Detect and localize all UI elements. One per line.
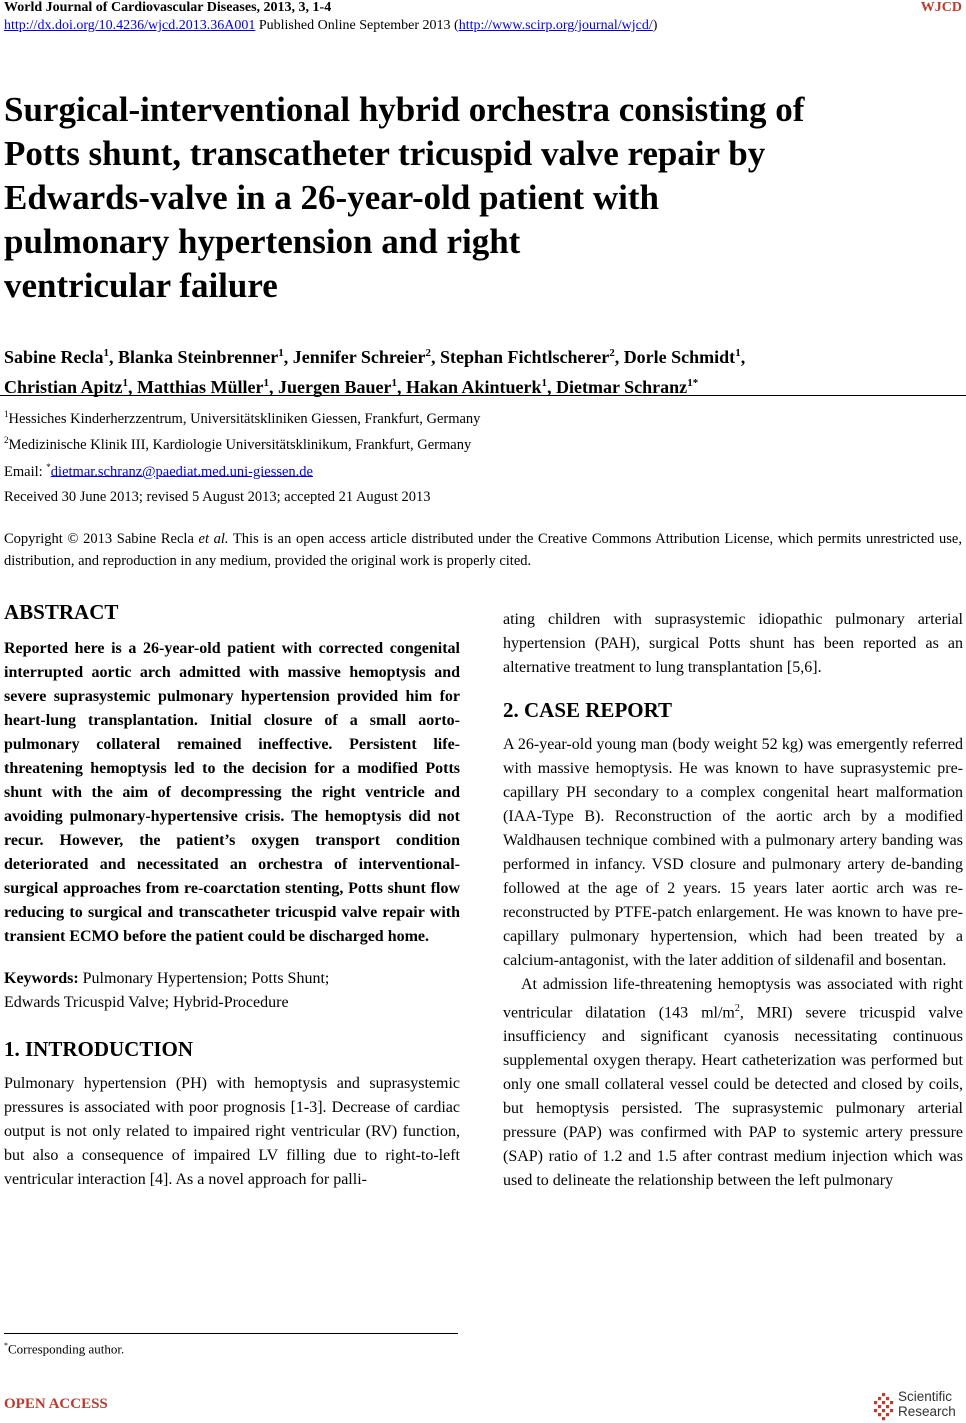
footnote: [4, 1341, 124, 1357]
author-sup: 1: [263, 377, 269, 389]
author-sep: ,: [547, 377, 557, 397]
doi-link[interactable]: http://dx.doi.org/10.4236/wjcd.2013.36A001: [4, 18, 256, 33]
introduction-continued: ating children with suprasystemic idiopathic pulmonary arterial hypertension (PAH), surgical Potts shunt has been reported as an alternative treatment to lung transplantation [5,6].: [503, 611, 963, 676]
author-name: Sabine Recla: [4, 347, 104, 367]
logo-dot: [890, 1409, 893, 1412]
copyright-pre: Copyright © 2013 Sabine Recla: [4, 531, 199, 547]
author-sep: ,: [431, 347, 441, 367]
title-line: ventricular failure: [4, 266, 278, 305]
affiliations: [4, 404, 480, 483]
logo-dot: [886, 1413, 889, 1416]
email-sup: *: [46, 461, 51, 472]
author-sep: ,: [396, 377, 406, 397]
author-name: Christian Apitz: [4, 377, 123, 397]
abstract-heading: ABSTRACT: [4, 600, 119, 624]
published-text: Published Online September 2013 (: [255, 18, 459, 33]
logo-text: [898, 1389, 956, 1419]
author-list: [4, 340, 954, 400]
email-link[interactable]: dietmar.schranz@paediat.med.uni-giessen.de: [50, 463, 313, 480]
email-line: [4, 457, 480, 483]
left-column: [4, 600, 460, 1192]
footnote-text: Corresponding author.: [8, 1341, 125, 1357]
journal-citation: World Journal of Cardiovascular Diseases, 2013, 3, 1-4: [4, 0, 332, 15]
logo-dot: [874, 1401, 877, 1404]
logo-dot: [878, 1397, 881, 1400]
author-sup: 1: [391, 377, 397, 389]
copyright-notice: [4, 529, 962, 572]
introduction-text: Pulmonary hypertension (PH) with hemoptysis and suprasystemic pressures is associated with poor prognosis [1-3]. Decrease of cardiac output is not only related to impaired right ventricular (RV) function, but also a consequence of impaired LV filling due to right-to-left ventricular interaction [4]. As a novel approach for palli-: [4, 1075, 460, 1188]
case-p2-sup: 2: [734, 1003, 740, 1014]
journal-abbrev: WJCD: [920, 0, 962, 15]
author-sup: 1*: [687, 377, 699, 389]
introduction-heading: 1. INTRODUCTION: [4, 1037, 194, 1061]
author-name: Matthias Müller: [137, 377, 264, 397]
title-line: pulmonary hypertension and right: [4, 222, 521, 261]
logo-line-2: Research: [898, 1404, 956, 1419]
keywords-line-1: Pulmonary Hypertension; Potts Shunt;: [78, 970, 330, 987]
logo-dot: [882, 1409, 885, 1412]
case-report-heading: 2. CASE REPORT: [503, 698, 673, 722]
author-line-1: [4, 340, 954, 370]
logo-dot: [874, 1409, 877, 1412]
case-p2-part-b: , MRI) severe tricuspid valve insufficiency and significant cyanosis necessitating continuous supplemental oxygen therapy. Heart catheterization was performed but only one small collateral vessel could be detected and closed by coils, but hemoptysis persisted. The suprasystemic pulmonary arterial pressure (PAP) was confirmed with PAP to systemic artery pressure (SAP) ratio of 1.2 and 1.5 after contrast medium injection which was used to delineate the relationship between the left pulmonary: [503, 1004, 963, 1190]
footnote-divider: [4, 1333, 458, 1334]
case-report-paragraph-2: [503, 973, 963, 1193]
author-sep: ,: [128, 377, 138, 397]
logo-line-1: Scientific: [898, 1389, 953, 1404]
affiliation-2: [4, 430, 480, 456]
copyright-post: This is an open access article distributed under the Creative Commons Attribution License, which permits unrestricted use, distribution, and reproduction in any medium, provided the original work is properly cited.: [4, 531, 962, 569]
logo-dot: [886, 1397, 889, 1400]
author-sep: ,: [283, 347, 293, 367]
logo-dot: [878, 1405, 881, 1408]
affiliation-sup: 2: [4, 435, 9, 446]
footnote-sup: *: [4, 1341, 8, 1350]
author-name: Blanka Steinbrenner: [118, 347, 279, 367]
author-sep: ,: [269, 377, 278, 397]
copyright-etal: et al.: [198, 531, 229, 547]
affiliation-1: [4, 404, 480, 430]
author-sup: 2: [425, 347, 432, 359]
logo-dot: [878, 1413, 881, 1416]
author-sep: ,: [109, 347, 119, 367]
journal-url-link[interactable]: http://www.scirp.org/journal/wjcd/: [458, 18, 653, 33]
author-name: Stephan Fichtlscherer: [440, 347, 610, 367]
abstract-text: Reported here is a 26-year-old patient with corrected congenital interrupted aortic arch admitted with massive hemoptysis and severe suprasystemic pulmonary hypertension provided him for heart-lung transplantation. Initial closure of a small aorto-pulmonary collateral remained ineffective. Persistent life-threatening hemoptysis led to the decision for a modified Potts shunt with the aim of decompressing the right ventricle and avoiding pulmonary-hypertensive crisis. The hemoptysis did not recur. However, the patient’s oxygen transport condition deteriorated and necessitated an orchestra of interventional-surgical approaches from re-coarctation stenting, Potts shunt flow reducing to surgical and transcatheter tricuspid valve repair with transient ECMO before the patient could be discharged home.: [4, 640, 460, 945]
title-line: Potts shunt, transcatheter tricuspid valve repair by: [4, 134, 766, 173]
logo-mark-icon: [872, 1391, 896, 1423]
author-sep: ,: [614, 347, 624, 367]
title-line: Surgical-interventional hybrid orchestra consisting of: [4, 90, 805, 129]
article-title: [4, 88, 944, 308]
scientific-research-logo: [872, 1389, 962, 1423]
close-paren: ): [652, 18, 658, 33]
received-dates: Received 30 June 2013; revised 5 August 2013; accepted 21 August 2013: [4, 489, 431, 505]
header-divider: [0, 395, 966, 396]
keywords-line-2: Edwards Tricuspid Valve; Hybrid-Procedure: [4, 994, 289, 1011]
author-sup: 1: [122, 377, 129, 389]
author-name: Juergen Bauer: [278, 377, 392, 397]
logo-dot: [886, 1405, 889, 1408]
author-name: Dorle Schmidt: [623, 347, 736, 367]
author-sup: 1: [541, 377, 548, 389]
case-p2-part-a: At admission life-threatening hemoptysis was associated with right ventricular dilatation (143 ml/m: [503, 976, 963, 1022]
author-sup: 1: [278, 347, 284, 359]
author-name: Dietmar Schranz: [556, 377, 688, 397]
logo-dot: [890, 1401, 893, 1404]
email-label: Email:: [4, 463, 47, 480]
logo-dot: [882, 1401, 885, 1404]
keywords: [4, 967, 460, 1015]
keywords-label: Keywords:: [4, 970, 79, 987]
case-report-paragraph-1: A 26-year-old young man (body weight 52 kg) was emergently referred with massive hemoptysis. He was known to have suprasystemic pre-capillary PH secondary to a complex congenital heart malformation (IAA-Type B). Reconstruction of the aortic arch by a modified Waldhausen technique combined with a pulmonary artery banding was performed in infancy. VSD closure and pulmonary artery de-banding followed at the age of 2 years. 15 years later aortic arch was re-reconstructed by PTFE-patch enlargement. He was known to have pre-capillary pulmonary hypertension, which had been treated by a calcium-antagonist, with the later addition of sildenafil and bosentan.: [503, 736, 963, 969]
author-name: Hakan Akintuerk: [405, 377, 542, 397]
author-name: Jennifer Schreier: [292, 347, 426, 367]
author-sup: 2: [609, 347, 615, 359]
affiliation-sup: 1: [4, 409, 9, 419]
doi-line: [4, 18, 657, 34]
author-sup: 1: [103, 347, 110, 359]
logo-dot: [882, 1417, 885, 1420]
author-sep: ,: [740, 347, 746, 367]
affiliation-text: Medizinische Klinik III, Kardiologie Universitätsklinikum, Frankfurt, Germany: [8, 437, 472, 454]
right-column: [503, 608, 963, 1193]
title-line: Edwards-valve in a 26-year-old patient with: [4, 178, 659, 217]
affiliation-text: Hessiches Kinderherzzentrum, Universitätskliniken Giessen, Frankfurt, Germany: [8, 410, 481, 427]
open-access-label: OPEN ACCESS: [4, 1396, 108, 1412]
logo-dot: [882, 1393, 885, 1396]
author-sup: 1: [735, 347, 741, 359]
